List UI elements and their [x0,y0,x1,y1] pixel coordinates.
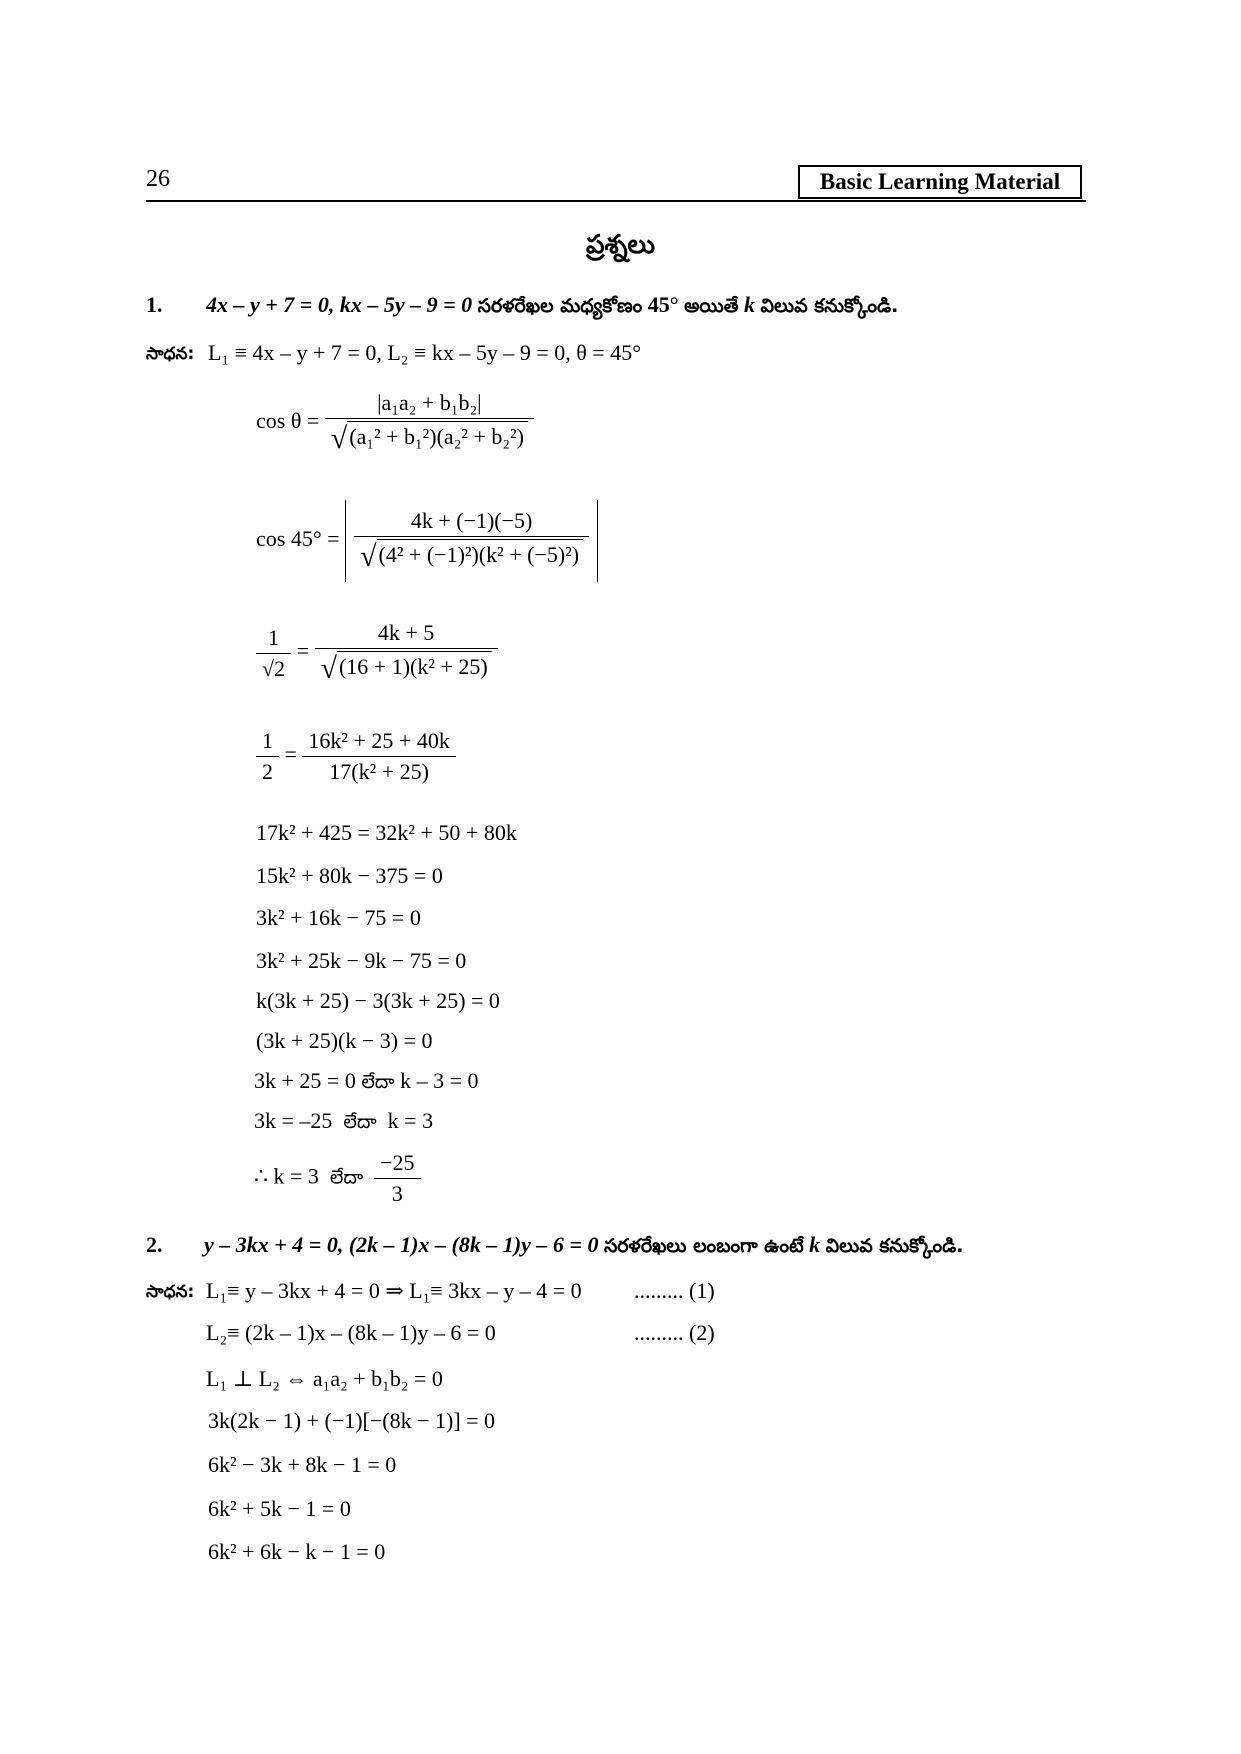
q2-line-2: L₂≡ (2k – 1)x – (8k – 1)y – 6 = 0 [206,1320,496,1345]
q1-step-8: 3k² + 25k − 9k − 75 = 0 [256,948,467,973]
q1-step-11 [254,1068,478,1098]
q1-s4-rhs-fraction [302,728,455,785]
page-number: 26 [146,166,170,192]
q1-s4-lhs-den: 2 [262,759,273,784]
q2-line-1-ref: ......... (1) [634,1278,715,1303]
q1-s3-rhs-den: √(16 + 1)(k² + 25) [315,649,498,686]
q1-s3-rhs-num: 4k + 5 [315,620,498,649]
question-2-solution-label: సాధన: [146,1282,195,1302]
question-2-statement [204,1232,963,1262]
q1-step-12 [254,1108,433,1138]
question-2-variable: k [809,1232,821,1257]
q1-s11-a: 3k + 25 = 0 [254,1068,356,1093]
q1-s11-or: లేదా [361,1071,395,1093]
q1-step-10: (3k + 25)(k − 3) = 0 [256,1028,433,1053]
question-1-math: 4x – y + 7 = 0, kx – 5y – 9 = 0 [206,292,473,317]
q1-s3-lhs-num: 1 [256,625,291,654]
question-1-solution-label: సాధన: [146,344,195,364]
q1-s3-rhs-fraction [315,620,498,686]
section-heading: ప్రశ్నలు [586,230,655,260]
q1-s3-lhs-den: √2 [262,655,286,681]
q2-line-2-ref: ......... (2) [634,1320,715,1345]
q1-s13-a: ∴ k = 3 [254,1163,319,1189]
question-1-text-c: విలువ కనుక్కోండి. [760,295,899,317]
q1-step-cos-formula [256,390,534,456]
q1-s1-lhs: cos θ = [256,408,320,434]
question-2-text-a: సరళరేఖలు లంబంగా ఉంటే [603,1235,804,1257]
q1-s2-abs [345,500,598,582]
q1-s1-denominator: √(a₁² + b₁²)(a₂² + b₂²) [325,419,534,456]
q1-s2-fraction [354,508,589,574]
q2-step-5: 6k² + 6k − k − 1 = 0 [208,1539,386,1564]
q1-s12-a: 3k = –25 [254,1108,333,1133]
q1-s3-lhs-fraction [256,625,291,682]
q1-s1-numerator: |a₁a₂ + b₁b₂| [325,390,534,419]
question-2-number: 2. [146,1232,163,1257]
header-title-box [798,165,1082,199]
q1-s4-lhs-num: 1 [256,728,279,757]
header-title: Basic Learning Material [819,169,1061,194]
q2-line-1: L₁≡ y – 3kx + 4 = 0 ⇒ L₁≡ 3kx – y – 4 = 0 [206,1278,582,1303]
q1-s2-lhs: cos 45° = [256,526,340,552]
q1-s2-numerator: 4k + (−1)(−5) [354,508,589,537]
q1-s13-fraction [374,1150,420,1207]
q1-s4-lhs-fraction [256,728,279,785]
q1-s4-rhs-num: 16k² + 25 + 40k [302,728,455,757]
question-2-math: y – 3kx + 4 = 0, (2k – 1)x – (8k – 1)y – 6 = 0 [204,1232,599,1257]
q1-s12-b: k = 3 [387,1108,434,1133]
q1-s12-or: లేదా [343,1111,377,1133]
q1-step-5: 17k² + 425 = 32k² + 50 + 80k [256,820,517,845]
q1-s1-fraction [325,390,534,456]
q1-s13-or: లేదా [329,1166,364,1189]
q1-s13-den: 3 [391,1181,403,1206]
q2-step-2: 3k(2k − 1) + (−1)[−(8k − 1)] = 0 [208,1408,496,1433]
q1-step-4: $\frac{1}{2}$ = $\frac{\text{16k² + 25 + 40k}}{\text{17(k² + 25)}}$ [256,728,456,785]
q1-step-cos45 [256,500,598,582]
q1-step-6: 15k² + 80k − 375 = 0 [256,863,443,888]
question-1-text-a: సరళరేఖల మధ్యకోణం [477,295,643,317]
header-rule [146,200,1086,202]
q1-s13-num: −25 [374,1150,420,1179]
q1-step-13 [254,1150,421,1207]
q1-step-9: k(3k + 25) − 3(3k + 25) = 0 [256,988,500,1013]
q1-s11-b: k – 3 = 0 [400,1068,479,1093]
question-1-text-b: అయితే [684,295,739,317]
question-1-variable: k [744,292,756,317]
q1-step-7: 3k² + 16k − 75 = 0 [256,905,421,930]
q1-step-3: $\frac{1}{√2}$ = $\frac{4k + 5}{\text{√(16 + 1)(k² + 25)}}$ [256,620,498,686]
question-1-statement [206,292,898,322]
q2-step-perpendicular: L₁ ⊥ L₂ ⇔ a₁a₂ + b₁b₂ = 0 [206,1366,443,1391]
q1-s4-rhs-den: 17(k² + 25) [329,759,429,784]
q2-step-4: 6k² + 5k − 1 = 0 [208,1496,351,1521]
question-1-angle: 45° [647,292,679,317]
q1-s2-denominator: √(4² + (−1)²)(k² + (−5)²) [354,537,589,574]
question-2-text-c: విలువ కనుక్కోండి. [825,1235,964,1257]
question-1-given: L₁ ≡ 4x – y + 7 = 0, L₂ ≡ kx – 5y – 9 = 0, θ = 45° [208,340,641,365]
q2-step-3: 6k² − 3k + 8k − 1 = 0 [208,1452,397,1477]
question-1-number: 1. [146,292,163,317]
